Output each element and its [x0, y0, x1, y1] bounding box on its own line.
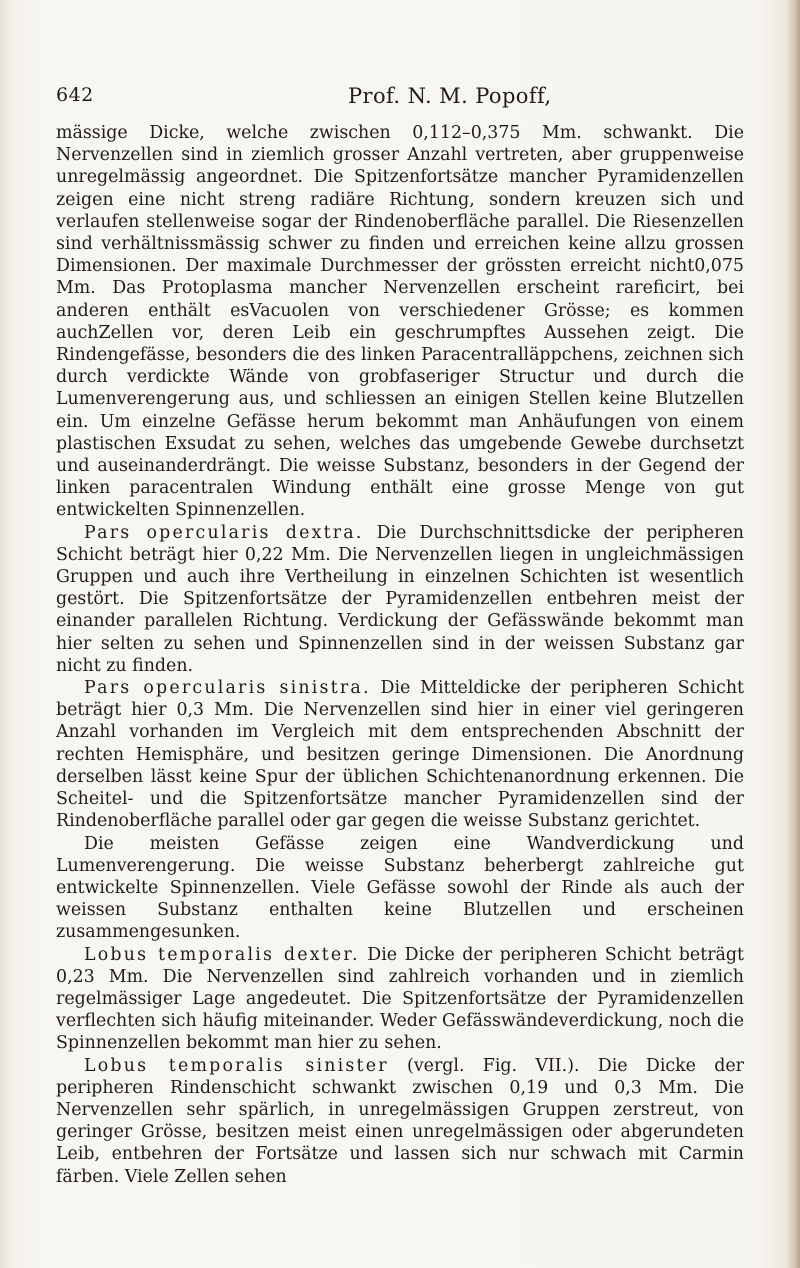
page-edge-shadow: [786, 0, 800, 1268]
page-number: 642: [56, 84, 94, 106]
paragraph-lobus-temporalis-dexter: [56, 944, 744, 1055]
running-head: Prof. N. M. Popoff,: [348, 84, 552, 108]
paragraph-lobus-temporalis-sinister: [56, 1055, 744, 1188]
paragraph-text: Die meisten Gefässe zeigen eine Wandverdickung und Lumenverengerung. Die weisse Substanz beherbergt zahlreiche gut entwickelte Spinnenzellen. Viele Gefässe sowohl der Rinde als auch der weissen Substanz enthalten keine Blutzellen und erscheinen zusammengesunken.: [56, 833, 744, 943]
body-text: [56, 122, 744, 1188]
section-heading: Pars opercularis dextra.: [84, 522, 364, 543]
paragraph-gefaesse: [56, 833, 744, 944]
paragraph-text: Die Durchschnittsdicke der peripheren Schicht beträgt hier 0,22 Mm. Die Nervenzellen liegen in ungleichmässigen Gruppen und auch ihre Vertheilung in einzelnen Schichten ist wesentlich gestört. Die Spitzenfortsätze der Pyramidenzellen entbehren meist der einander parallelen Richtung. Verdickung der Gefässwände bekommt man hier selten zu sehen und Spinnenzellen sind in der weissen Substanz gar nicht zu finden.: [56, 522, 744, 676]
paragraph-pars-opercularis-sinistra: [56, 677, 744, 832]
section-heading: Pars opercularis sinistra.: [84, 678, 371, 699]
paragraph-pars-opercularis-dextra: [56, 522, 744, 677]
section-heading: Lobus temporalis dexter.: [84, 944, 360, 965]
page-header: [56, 84, 756, 114]
paragraph-text: mässige Dicke, welche zwischen 0,112–0,375 Mm. schwankt. Die Nervenzellen sind in ziemlich grosser Anzahl vertreten, aber gruppenweise unregelmässig angeordnet. Die Spitzenfortsätze mancher Pyramidenzellen zeigen eine nicht streng radiäre Richtung, sondern kreuzen sich und verlaufen stellenweise sogar der Rindenoberfläche parallel. Die Riesenzellen sind verhältnissmässig schwer zu finden und erreichen keine allzu grossen Dimensionen. Der maximale Durchmesser der grössten erreicht nicht0,075 Mm. Das Protoplasma mancher Nervenzellen erscheint rareficirt, bei anderen enthält esVacuolen von verschiedener Grösse; es kommen auchZellen vor, deren Leib ein geschrumpftes Aussehen zeigt. Die Rindengefässe, besonders die des linken Paracentralläppchens, zeichnen sich durch verdickte Wände von grobfaseriger Structur und durch die Lumenverengerung aus, und schliessen an einigen Stellen keine Blutzellen ein. Um einzelne Gefässe herum bekommt man Anhäufungen von einem plastischen Exsudat zu sehen, welches das umgebende Gewebe durchsetzt und auseinanderdrängt. Die weisse Substanz, besonders in der Gegend der linken paracentralen Windung enthält eine grosse Menge von gut entwickelten Spinnenzellen.: [56, 123, 744, 521]
section-heading: Lobus temporalis sinister: [84, 1055, 389, 1076]
paragraph-text: Die Mitteldicke der peripheren Schicht beträgt hier 0,3 Mm. Die Nervenzellen sind hier in einer viel geringeren Anzahl vorhanden im Vergleich mit dem entsprechenden Abschnitt der rechten Hemisphäre, und besitzen geringe Dimensionen. Die Anordnung derselben lässt keine Spur der üblichen Schichtenanordnung erkennen. Die Scheitel- und die Spitzenfortsätze mancher Pyramidenzellen sind der Rindenoberfläche parallel oder gar gegen die weisse Substanz gerichtet.: [56, 678, 745, 832]
paragraph-area-paracentralis: [56, 122, 744, 522]
paragraph-text: (vergl. Fig. VII.). Die Dicke der peripheren Rindenschicht schwankt zwischen 0,19 und 0,3 Mm. Die Nervenzellen sehr spärlich, in unregelmässigen Gruppen zerstreut, von geringer Grösse, besitzen meist einen unregelmässigen oder abgerundeten Leib, entbehren der Fortsätze und lassen sich nur schwach mit Carmin färben. Viele Zellen sehen: [56, 1055, 744, 1187]
paragraph-text: Die Dicke der peripheren Schicht beträgt 0,23 Mm. Die Nervenzellen sind zahlreich vorhanden und in ziemlich regelmässiger Lage angedeutet. Die Spitzenfortsätze der Pyramidenzellen verflechten sich häufig miteinander. Weder Gefässwändeverdickung, noch die Spinnenzellen bekommt man hier zu sehen.: [56, 944, 744, 1054]
